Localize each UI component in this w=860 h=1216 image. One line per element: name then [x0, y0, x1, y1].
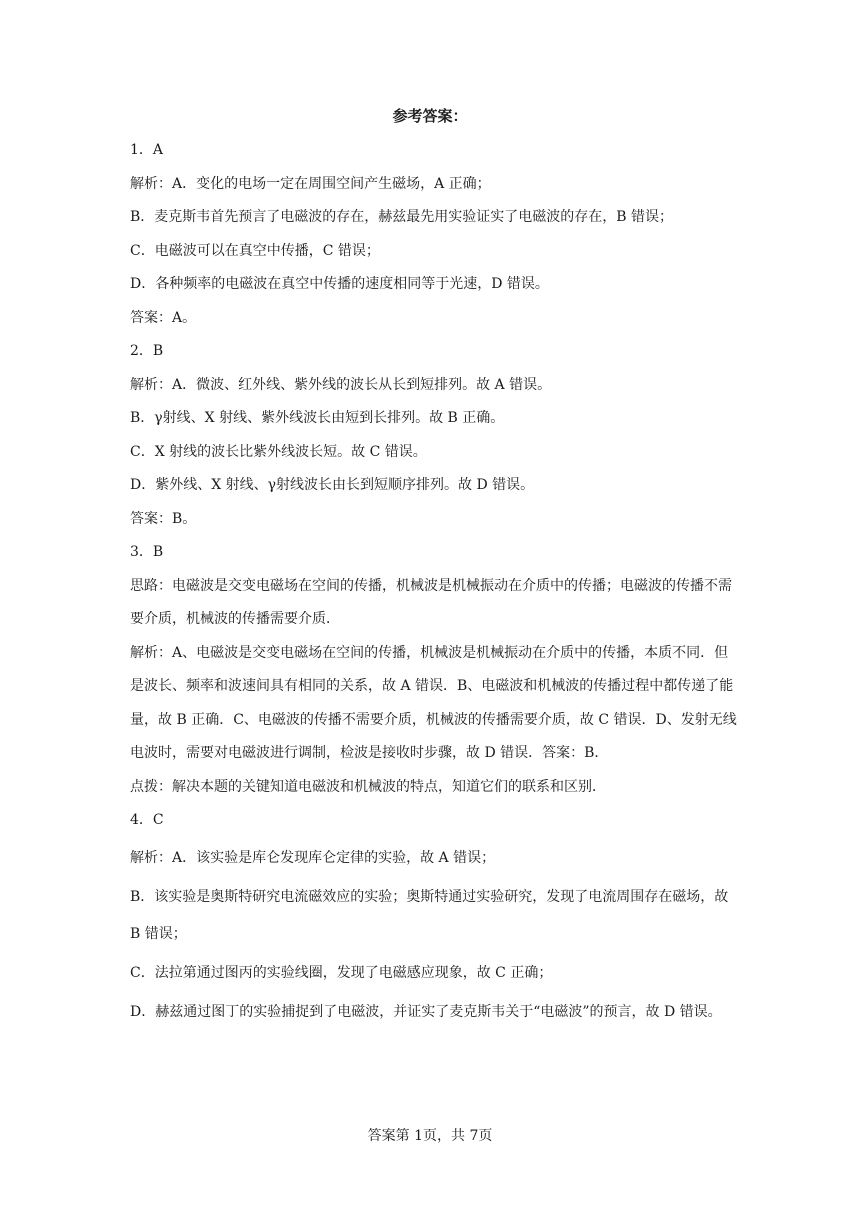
analysis-line: D．各种频率的电磁波在真空中传播的速度相同等于光速，D 错误。 — [130, 276, 549, 292]
answer-number-2: 2．B — [130, 343, 164, 359]
analysis-paragraph: D．赫兹通过图丁的实验捕捉到了电磁波，并证实了麦克斯韦关于“电磁波”的预言，故 D 错误。 — [130, 1003, 722, 1020]
answer-line: 答案：B。 — [130, 510, 197, 527]
analysis-line: 解析：A．该实验是库仑发现库仑定律的实验，故 A 错误； — [130, 849, 496, 866]
page-footer: 答案第 1页，共 7页 — [367, 1128, 493, 1144]
answer-line: 答案：A。 — [130, 309, 197, 326]
analysis-line: D．紫外线、X 射线、γ射线波长由长到短顺序排列。故 D 错误。 — [130, 477, 535, 493]
answer-number-3: 3．B — [130, 544, 164, 560]
analysis-line: 解析：A．微波、红外线、紫外线的波长从长到短排列。故 A 错误。 — [130, 376, 552, 393]
page-title: 参考答案： — [392, 107, 468, 125]
analysis-line: C．电磁波可以在真空中传播，C 错误； — [130, 242, 380, 259]
analysis-line: B．γ射线、X 射线、紫外线波长由短到长排列。故 B 正确。 — [130, 410, 505, 426]
analysis-line: C．X 射线的波长比紫外线波长短。故 C 错误。 — [130, 443, 427, 460]
analysis-paragraph: B．该实验是奥斯特研究电流磁效应的实验；奥斯特通过实验研究，发现了电流周围存在磁场，故 B 错误； — [130, 888, 729, 942]
hint-paragraph: 点拨：解决本题的关键知道电磁波和机械波的特点，知道它们的联系和区别． — [130, 778, 606, 795]
analysis-line: 解析：A．变化的电场一定在周围空间产生磁场，A 正确； — [130, 175, 491, 192]
analysis-line: B．麦克斯韦首先预言了电磁波的存在，赫兹最先用实验证实了电磁波的存在，B 错误； — [130, 209, 674, 225]
answer-content — [130, 134, 738, 1031]
approach-paragraph: 思路：电磁波是交变电磁场在空间的传播，机械波是机械振动在介质中的传播；电磁波的传播不需要介质，机械波的传播需要介质． — [130, 577, 732, 627]
answer-number-1: 1．A — [130, 142, 164, 158]
analysis-paragraph: 解析：A、电磁波是交变电磁场在空间的传播，机械波是机械振动在介质中的传播，本质不同．但是波长、频率和波速间具有相同的关系，故 A 错误．B、电磁波和机械波的传播过程中都传递了能量，故 B 正确．C、电磁波的传播不需要介质，机械波的传播需要介质，故 C 错误．D、发射无线电波时，需要对电磁波进行调制，检波是接收时步骤，故 D 错误．答案：B． — [130, 644, 737, 761]
answer-number-4: 4．C — [130, 812, 164, 828]
analysis-line: C．法拉第通过图丙的实验线圈，发现了电磁感应现象，故 C 正确； — [130, 964, 553, 981]
